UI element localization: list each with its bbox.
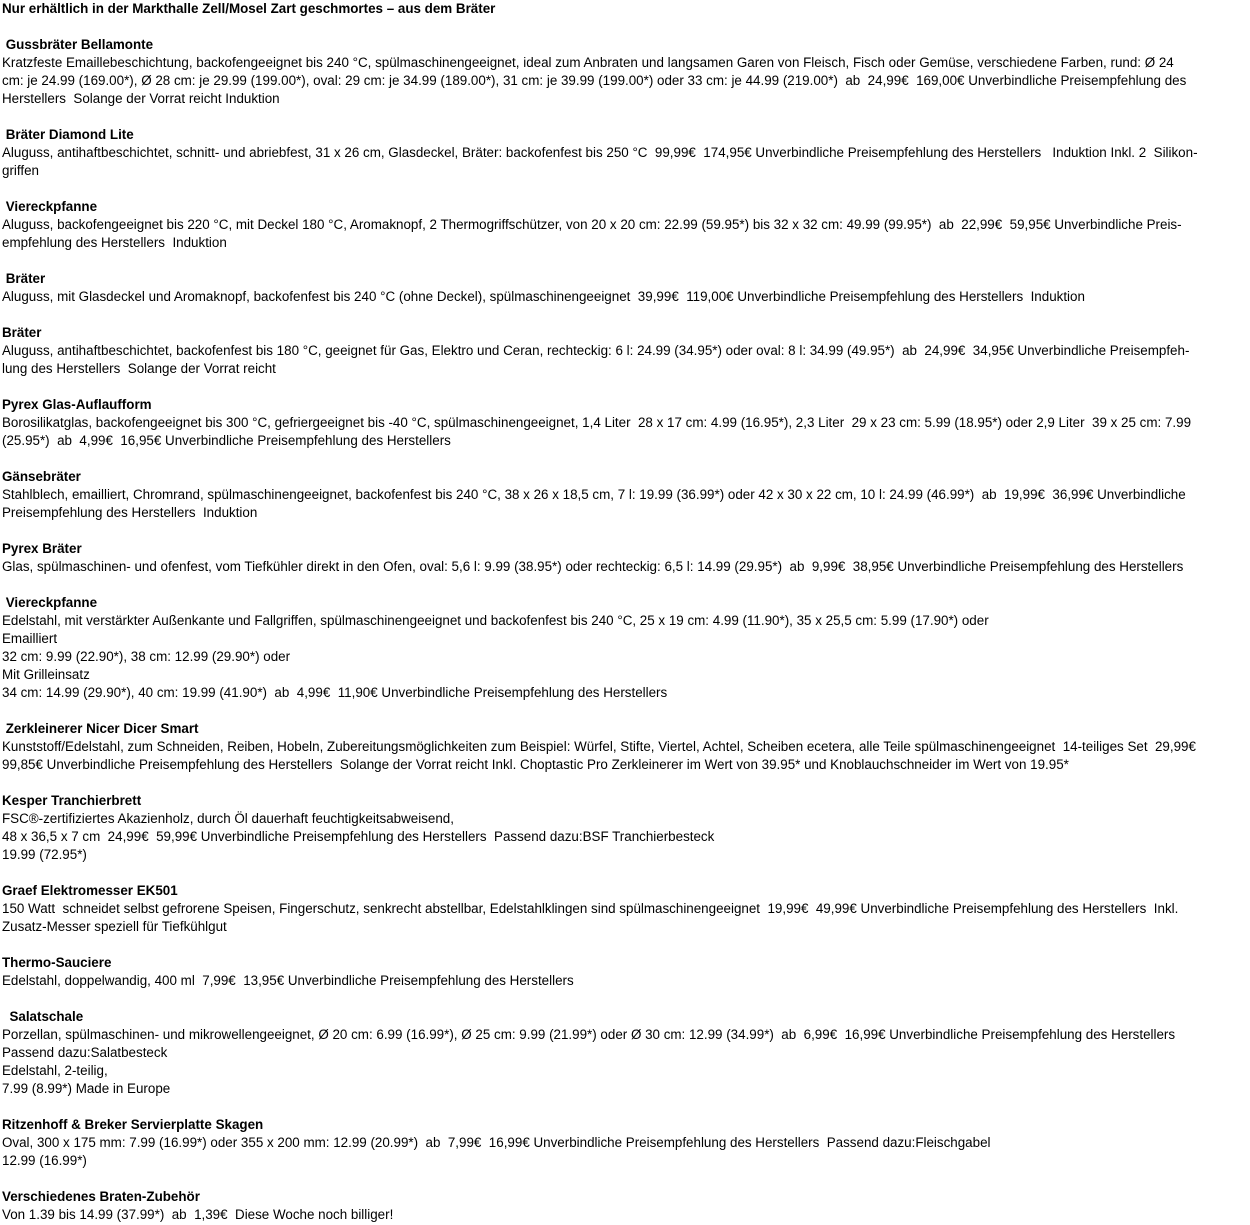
product-entry [2,954,1248,990]
product-entry [2,198,1248,252]
product-name: Gänsebräter [2,469,81,484]
product-entry [2,396,1248,450]
product-entry [2,1116,1248,1170]
product-description: Aluguss, antihaftbeschichtet, backofenfest bis 180 °C, geeignet für Gas, Elektro und Ceran, rechteckig: 6 l: 24.99 (34.95*) oder oval: 8 l: 34.99 (49.95*) ab 24,99€ 34,95€ Unverbindliche Preisempfeh- lung des Herstellers Solange der Vorrat reicht [2,343,1190,376]
product-description: 150 Watt schneidet selbst gefrorene Speisen, Fingerschutz, senkrecht abstellbar, Edelstahlklingen sind spülmaschinengeeignet 19,99€ 49,99€ Unverbindliche Preisempfehlung des Herstellers Inkl. Zusatz-Messer speziell für Tiefkühlgut [2,901,1179,934]
product-name: Pyrex Bräter [2,541,82,556]
product-entry [2,792,1248,864]
product-entry [2,540,1248,576]
product-name: Graef Elektromesser EK501 [2,883,178,898]
product-description: Borosilikatglas, backofengeeignet bis 300 °C, gefriergeeignet bis -40 °C, spülmaschinengeeignet, 1,4 Liter 28 x 17 cm: 4.99 (16.95*), 2,3 Liter 29 x 23 cm: 5.99 (18.95*) oder 2,9 Liter 39 x 25 cm: 7.99 (25.95*) ab 4,99€ 16,95€ Unverbindliche Preisempfehlung des Herstellers [2,415,1192,448]
product-entry [2,36,1248,108]
product-name: Ritzenhoff & Breker Servierplatte Skagen [2,1117,264,1132]
product-name: Bräter [2,325,42,340]
product-name: Gussbräter Bellamonte [2,37,154,52]
product-name: Zerkleinerer Nicer Dicer Smart [2,721,199,736]
product-name: Viereckpfanne [2,199,98,214]
product-description: Edelstahl, mit verstärkter Außenkante und Fallgriffen, spülmaschinengeeignet und backofenfest bis 240 °C, 25 x 19 cm: 4.99 (11.90*), 35 x 25,5 cm: 5.99 (17.90*) oder Emailliert 32 cm: 9.99 (22.90*), 38 cm: 12.99 (29.90*) oder Mit Grilleinsatz 34 cm: 14.99 (29.90*), 40 cm: 19.99 (41.90*) ab 4,99€ 11,90€ Unverbindliche Preisempfehlung des Herstellers [2,613,989,700]
product-description: FSC®-zertifiziertes Akazienholz, durch Öl dauerhaft feuchtigkeitsabweisend, 48 x 36,5 x 7 cm 24,99€ 59,99€ Unverbindliche Preisempfehlung des Herstellers Passend dazu:BSF Tranchierbesteck 19.99 (72.95*) [2,811,715,862]
product-entry [2,882,1248,936]
product-entry [2,1008,1248,1098]
product-entry [2,324,1248,378]
product-name: Thermo-Sauciere [2,955,112,970]
product-entry [2,594,1248,702]
product-name: Kesper Tranchierbrett [2,793,142,808]
product-description: Von 1.39 bis 14.99 (37.99*) ab 1,39€ Diese Woche noch billiger! [2,1207,394,1222]
product-name: Bräter Diamond Lite [2,127,134,142]
product-description: Kratzfeste Emaillebeschichtung, backofengeeignet bis 240 °C, spülmaschinengeeignet, ideal zum Anbraten und langsamen Garen von Fleisch, Fisch oder Gemüse, verschiedene Farben, rund: Ø 24 cm: je 24.99 (169.00*), Ø 28 cm: je 29.99 (199.00*), oval: 29 cm: je 34.99 (189.00*), 31 cm: je 39.99 (199.00*) oder 33 cm: je 44.99 (219.00*) ab 24,99€ 169,00€ Unverbindliche Preisempfehlung des Herstellers Solange der Vorrat reicht Induktion [2,55,1187,106]
product-name: Pyrex Glas-Auflaufform [2,397,152,412]
product-name: Salatschale [2,1009,84,1024]
product-name: Verschiedenes Braten-Zubehör [2,1189,200,1204]
product-description: Kunststoff/Edelstahl, zum Schneiden, Reiben, Hobeln, Zubereitungsmöglichkeiten zum Beispiel: Würfel, Stifte, Viertel, Achtel, Scheiben ecetera, alle Teile spülmaschinengeeignet 14-teiliges Set 29,99€ 99,85€ Unverbindliche Preisempfehlung des Herstellers Solange der Vorrat reicht Inkl. Choptastic Pro Zerkleinerer im Wert von 39.95* und Knoblauchschneider im Wert von 19.95* [2,739,1196,772]
product-entry [2,270,1248,306]
product-description: Edelstahl, doppelwandig, 400 ml 7,99€ 13,95€ Unverbindliche Preisempfehlung des Herstellers [2,973,574,988]
product-entry [2,126,1248,180]
product-description: Aluguss, backofengeeignet bis 220 °C, mit Deckel 180 °C, Aromaknopf, 2 Thermogriffschützer, von 20 x 20 cm: 22.99 (59.95*) bis 32 x 32 cm: 49.99 (99.95*) ab 22,99€ 59,95€ Unverbindliche Preis- empfehlung des Herstellers Induktion [2,217,1182,250]
product-name: Viereckpfanne [2,595,98,610]
product-description: Oval, 300 x 175 mm: 7.99 (16.99*) oder 355 x 200 mm: 12.99 (20.99*) ab 7,99€ 16,99€ Unverbindliche Preisempfehlung des Herstellers Passend dazu:Fleischgabel 12.99 (16.99*) [2,1135,991,1168]
product-description: Aluguss, antihaftbeschichtet, schnitt- und abriebfest, 31 x 26 cm, Glasdeckel, Bräter: backofenfest bis 250 °C 99,99€ 174,95€ Unverbindliche Preisempfehlung des Herstellers Induktion Inkl. 2 Silikon- griffen [2,145,1198,178]
page-headline: Nur erhältlich in der Markthalle Zell/Mosel Zart geschmortes – aus dem Bräter [2,1,496,16]
product-description: Stahlblech, emailliert, Chromrand, spülmaschinengeeignet, backofenfest bis 240 °C, 38 x 26 x 18,5 cm, 7 l: 19.99 (36.99*) oder 42 x 30 x 22 cm, 10 l: 24.99 (46.99*) ab 19,99€ 36,99€ Unverbindliche Preisempfehlung des Herstellers Induktion [2,487,1186,520]
product-description: Glas, spülmaschinen- und ofenfest, vom Tiefkühler direkt in den Ofen, oval: 5,6 l: 9.99 (38.95*) oder rechteckig: 6,5 l: 14.99 (29.95*) ab 9,99€ 38,95€ Unverbindliche Preisempfehlung des Herstellers [2,559,1184,574]
product-entry [2,468,1248,522]
product-description: Porzellan, spülmaschinen- und mikrowellengeeignet, Ø 20 cm: 6.99 (16.99*), Ø 25 cm: 9.99 (21.99*) oder Ø 30 cm: 12.99 (34.99*) ab 6,99€ 16,99€ Unverbindliche Preisempfehlung des Herstellers Passend dazu:Salatbesteck Edelstahl, 2-teilig, 7.99 (8.99*) Made in Europe [2,1027,1176,1096]
product-entry [2,720,1248,774]
product-name: Bräter [2,271,46,286]
product-description: Aluguss, mit Glasdeckel und Aromaknopf, backofenfest bis 240 °C (ohne Deckel), spülmaschinengeeignet 39,99€ 119,00€ Unverbindliche Preisempfehlung des Herstellers Induktion [2,289,1085,304]
product-entry [2,1188,1248,1224]
